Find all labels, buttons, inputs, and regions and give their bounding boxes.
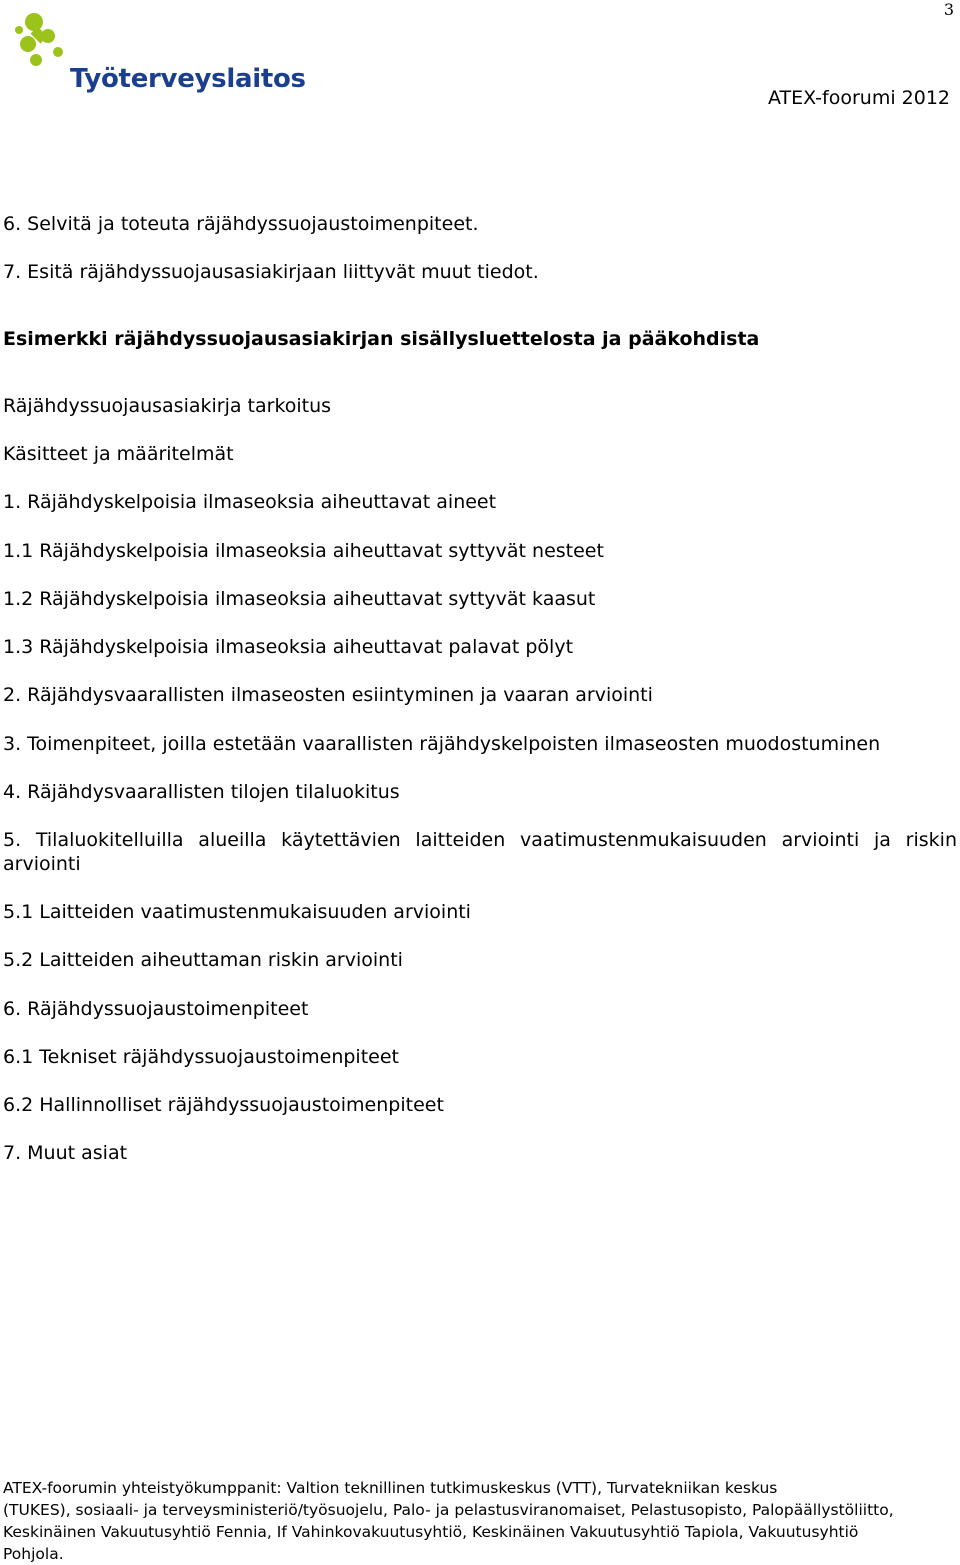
toc-item: 5.1 Laitteiden vaatimustenmukaisuuden arviointi bbox=[3, 901, 471, 923]
footer-line: (TUKES), sosiaali- ja terveysministeriö/työsuojelu, Palo- ja pelastusviranomaiset, Pelastusopisto, Palopäällystöliitto, bbox=[3, 1501, 894, 1519]
toc-item: 1.2 Räjähdyskelpoisia ilmaseoksia aiheuttavat syttyvät kaasut bbox=[3, 588, 596, 610]
toc-item: 5. Tilaluokitelluilla alueilla käytettävien laitteiden vaatimustenmukaisuuden arviointi ja riskin arviointi bbox=[3, 829, 957, 875]
section-heading: Esimerkki räjähdyssuojausasiakirjan sisällysluettelosta ja pääkohdista bbox=[3, 328, 760, 350]
toc-item: 1. Räjähdyskelpoisia ilmaseoksia aiheuttavat aineet bbox=[3, 491, 497, 513]
logo-wordmark: Työterveyslaitos bbox=[70, 64, 306, 94]
toc-item: 5.2 Laitteiden aiheuttaman riskin arviointi bbox=[3, 949, 403, 971]
toc-item: 6.2 Hallinnolliset räjähdyssuojaustoimenpiteet bbox=[3, 1094, 444, 1116]
toc-item: 1.1 Räjähdyskelpoisia ilmaseoksia aiheuttavat syttyvät nesteet bbox=[3, 540, 604, 562]
toc-item: 6. Räjähdyssuojaustoimenpiteet bbox=[3, 998, 309, 1020]
intro-line: 7. Esitä räjähdyssuojausasiakirjaan liittyvät muut tiedot. bbox=[3, 261, 539, 283]
toc-item: 3. Toimenpiteet, joilla estetään vaarallisten räjähdyskelpoisten ilmaseosten muodostuminen bbox=[3, 733, 881, 755]
toc-item: Käsitteet ja määritelmät bbox=[3, 443, 234, 465]
footer-line: Pohjola. bbox=[3, 1545, 64, 1563]
page-number: 3 bbox=[943, 0, 954, 19]
logo-mark-icon bbox=[14, 8, 84, 68]
toc-item: 1.3 Räjähdyskelpoisia ilmaseoksia aiheuttavat palavat pölyt bbox=[3, 636, 574, 658]
partners-footer bbox=[3, 1477, 953, 1565]
footer-line: Keskinäinen Vakuutusyhtiö Fennia, If Vahinkovakuutusyhtiö, Keskinäinen Vakuutusyhtiö Tapiola, Vakuutusyhtiö bbox=[3, 1523, 859, 1541]
intro-line: 6. Selvitä ja toteuta räjähdyssuojaustoimenpiteet. bbox=[3, 213, 479, 235]
toc-item: 2. Räjähdysvaarallisten ilmaseosten esiintyminen ja vaaran arviointi bbox=[3, 684, 653, 706]
tyoterveyslaitos-logo bbox=[14, 8, 306, 100]
toc-item: 4. Räjähdysvaarallisten tilojen tilaluokitus bbox=[3, 781, 400, 803]
toc-item: 7. Muut asiat bbox=[3, 1142, 128, 1164]
toc-item: 6.1 Tekniset räjähdyssuojaustoimenpiteet bbox=[3, 1046, 399, 1068]
footer-line: ATEX-foorumin yhteistyökumppanit: Valtion teknillinen tutkimuskeskus (VTT), Turvatekniikan keskus bbox=[3, 1479, 778, 1497]
event-title: ATEX-foorumi 2012 bbox=[767, 87, 950, 109]
toc-item: Räjähdyssuojausasiakirja tarkoitus bbox=[3, 395, 332, 417]
